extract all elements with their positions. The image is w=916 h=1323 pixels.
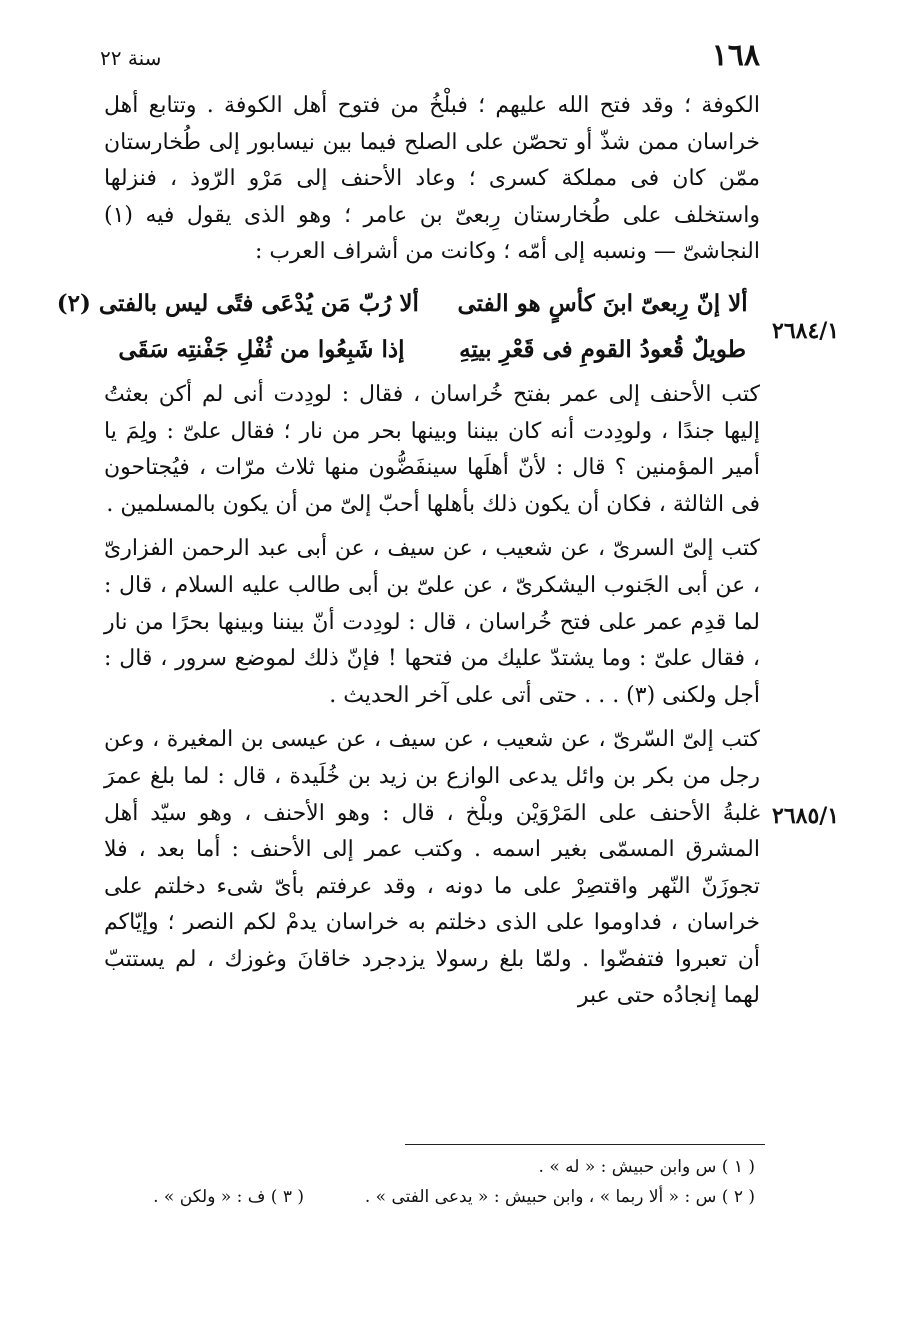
footnote-rule bbox=[405, 1144, 765, 1145]
hemistich-second: إذا شَبِعُوا من ثُفْلِ جَفْنتِه سَقَى bbox=[118, 335, 405, 363]
footnote-row bbox=[115, 1182, 755, 1212]
marginal-reference: ٢٦٨٥/١ bbox=[772, 803, 840, 829]
footnote: ( ١ ) س وابن حبيش : « له » . bbox=[538, 1157, 755, 1177]
page-header bbox=[100, 38, 760, 78]
hemistich-first: ألا إنّ رِبعىّ ابنَ كأسٍ هو الفتى bbox=[457, 289, 748, 317]
paragraph: الكوفة ؛ وقد فتح الله عليهم ؛ فبلْخُ من فتوح أهل الكوفة . وتتابع أهل خراسان ممن شذّ أو تحصّن على الصلح فيما بين نيسابور إلى طُخارستان ممّن كان فى مملكة كسرى ؛ وعاد الأحنف إلى مَرْو الرّوذ ، فنزلها واستخلف على طُخارستان رِبعىّ بن عامر ؛ وهو الذى يقول فيه (١) النجاشىّ — ونسبه إلى أمّه ؛ وكانت من أشراف العرب : bbox=[104, 93, 760, 265]
footnote: ( ٢ ) س : « ألا ربما » ، وابن حبيش : « يدعى الفتى » . bbox=[364, 1187, 755, 1207]
footnote: ( ٣ ) ف : « ولكن » . bbox=[153, 1187, 305, 1207]
running-head: سنة ٢٢ bbox=[100, 46, 162, 70]
marginal-reference: ٢٦٨٤/١ bbox=[772, 318, 840, 344]
hemistich-first: طويلٌ قُعودُ القومِ فى قَعْرِ بيتِهِ bbox=[459, 335, 747, 363]
main-text bbox=[56, 88, 760, 1015]
footnotes bbox=[115, 1152, 755, 1212]
paragraph: كتب إلىّ السّرىّ ، عن شعيب ، عن سيف ، عن عيسى بن المغيرة ، وعن رجل من بكر بن وائل يدعى الوازع بن زيد بن خُلَيدة ، قال : لما بلغ عمرَ غلبةُ الأحنف على المَرْوَيْن وبلْخ ، قال : وهو الأحنف ، وهو سيّد أهل المشرق المسمّى بغير اسمه . وكتب عمر إلى الأحنف : أما بعد ، فلا تجوزَنّ النّهر واقتصِرْ على ما دونه ، وقد عرفتم بأىّ شىء دخلتم على خراسان ، فداوموا على الذى دخلتم به خراسان يدمْ لكم النصر ؛ وإيّاكم أن تعبروا فتفضّوا . ولمّا بلغ رسولا يزدجرد خاقانَ وغوزك ، لم يستتبّ لهما إنجادُه حتى عبر bbox=[104, 727, 760, 1009]
hemistich-second: ألا رُبّ مَن يُدْعَى فتًى ليس بالفتى (٢) bbox=[56, 289, 419, 317]
poem bbox=[56, 281, 760, 373]
page-number: ١٦٨ bbox=[711, 38, 760, 73]
verse-line bbox=[104, 327, 760, 373]
paragraph: كتب إلىّ السرىّ ، عن شعيب ، عن سيف ، عن أبى عبد الرحمن الفزارىّ ، عن أبى الجَنوب اليشكرىّ ، عن علىّ بن أبى طالب عليه السلام ، قال : لما قدِم عمر على فتح خُراسان ، قال : لودِدت أنّ بيننا وبينها بحرًا من نار ، فقال علىّ : وما يشتدّ عليك من فتحها ! فإنّ ذلك لموضع سرور ، قال : أجل ولكنى (٣) . . . حتى أتى على آخر الحديث . bbox=[104, 536, 760, 708]
verse-line bbox=[56, 281, 760, 327]
paragraph: كتب الأحنف إلى عمر بفتح خُراسان ، فقال : لودِدت أنى لم أكن بعثتُ إليها جندًا ، ولودِدت أنه كان بيننا وبينها بحر من نار ؛ فقال علىّ : ولِمَ يا أمير المؤمنين ؟ قال : لأنّ أهلَها سينفَضُّون منها ثلاث مرّات ، فيُجتاحون فى الثالثة ، فكان أن يكون ذلك بأهلها أحبّ إلىّ من أن يكون بالمسلمين . bbox=[104, 381, 760, 517]
